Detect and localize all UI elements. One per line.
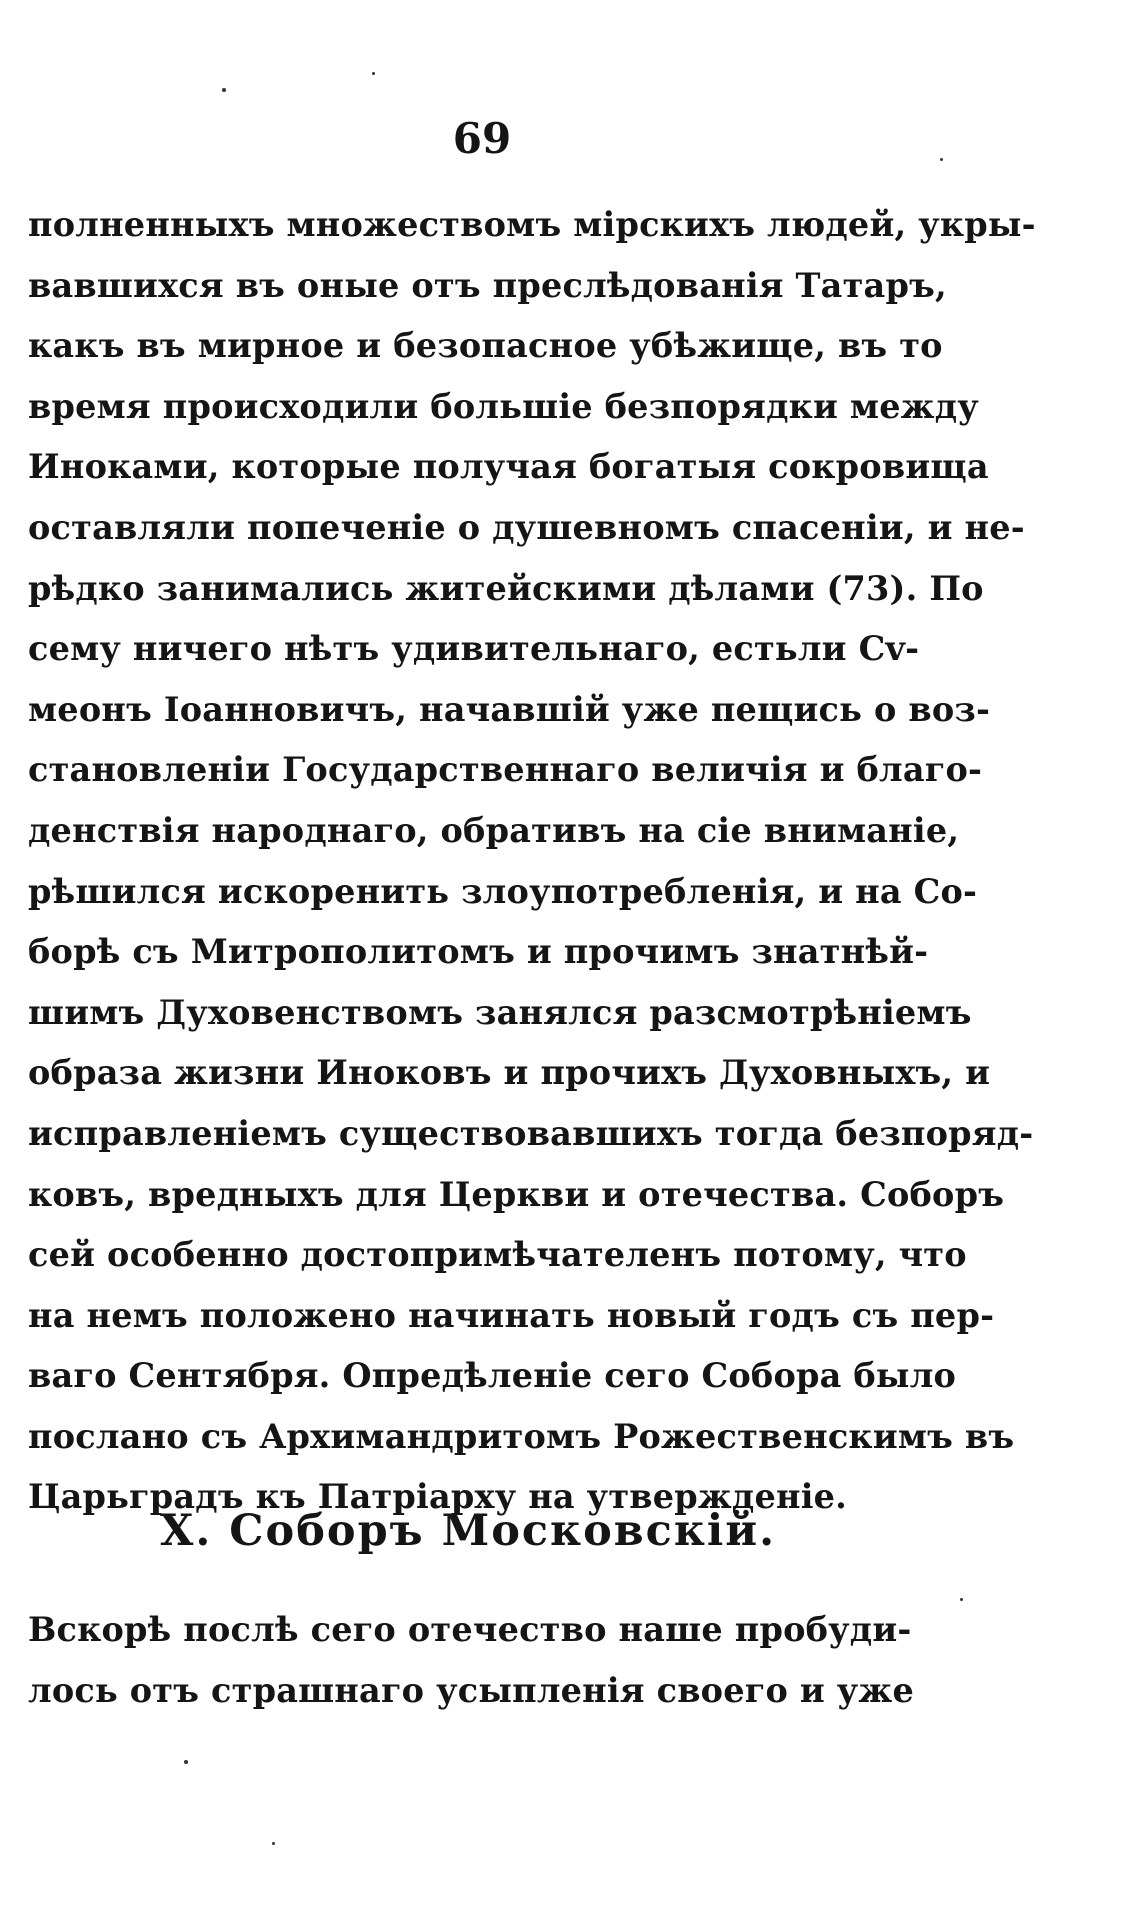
page-number: 69 [452, 114, 512, 163]
text-line: время происходили большіе безпорядки между [28, 386, 979, 426]
text-line: рѣшился искоренить злоупотребленія, и на Со- [28, 871, 978, 911]
print-speck [222, 88, 226, 92]
print-speck [940, 158, 943, 161]
text-line: Царьградъ къ Патріарху на утвержденіе. [28, 1477, 847, 1517]
text-line: Иноками, которые получая богатыя сокровища [28, 447, 989, 487]
text-line: становленіи Государственнаго величія и благо- [28, 750, 983, 790]
text-line: образа жизни Иноковъ и прочихъ Духовныхъ, и [28, 1053, 991, 1093]
text-line: сей особенно достопримѣчателенъ потому, что [28, 1235, 967, 1275]
print-speck [272, 1842, 275, 1845]
text-line: полненныхъ множествомъ мірскихъ людей, укры- [28, 205, 1036, 244]
print-speck [960, 1598, 963, 1601]
text-line: исправленіемъ существовавшихъ тогда безпоряд- [28, 1113, 1034, 1153]
text-line: борѣ съ Митрополитомъ и прочимъ знатнѣй- [28, 932, 929, 972]
text-line: на немъ положено начинать новый годъ съ пер- [28, 1295, 995, 1335]
text-line: денствія народнаго, обративъ на сіе вниманіе, [28, 810, 960, 850]
text-line: какъ въ мирное и безопасное убѣжище, въ то [28, 326, 943, 366]
text-line: ковъ, вредныхъ для Церкви и отечества. Соборъ [28, 1174, 1005, 1214]
text-line: шимъ Духовенствомъ занялся разсмотрѣніемъ [28, 992, 972, 1032]
text-line: вавшихся въ оные отъ преслѣдованія Татаръ, [28, 265, 947, 305]
text-line: сему ничего нѣтъ удивительнаго, естьли Сv- [28, 629, 920, 669]
text-line: Вскорѣ послѣ сего отечество наше пробуди- [28, 1610, 912, 1649]
text-line: рѣдко занимались житейскими дѣлами (73). По [28, 568, 984, 608]
text-line: послано съ Архимандритомъ Рожественскимъ въ [28, 1416, 1015, 1456]
print-speck [184, 1760, 188, 1764]
text-line: меонъ Іоанновичъ, начавшій уже пещись о воз- [28, 689, 991, 729]
paragraph-2 [28, 1600, 914, 1721]
text-line: ваго Сентября. Опредѣленіе сего Собора было [28, 1356, 957, 1396]
paragraph-1 [28, 195, 1036, 1528]
text-line: оставляли попеченіе о душевномъ спасеніи, и не- [28, 507, 1025, 547]
section-heading: X. Соборъ Московскій. [160, 1506, 777, 1556]
print-speck [372, 72, 375, 75]
text-line: лось отъ страшнаго усыпленія своего и уже [28, 1670, 914, 1710]
